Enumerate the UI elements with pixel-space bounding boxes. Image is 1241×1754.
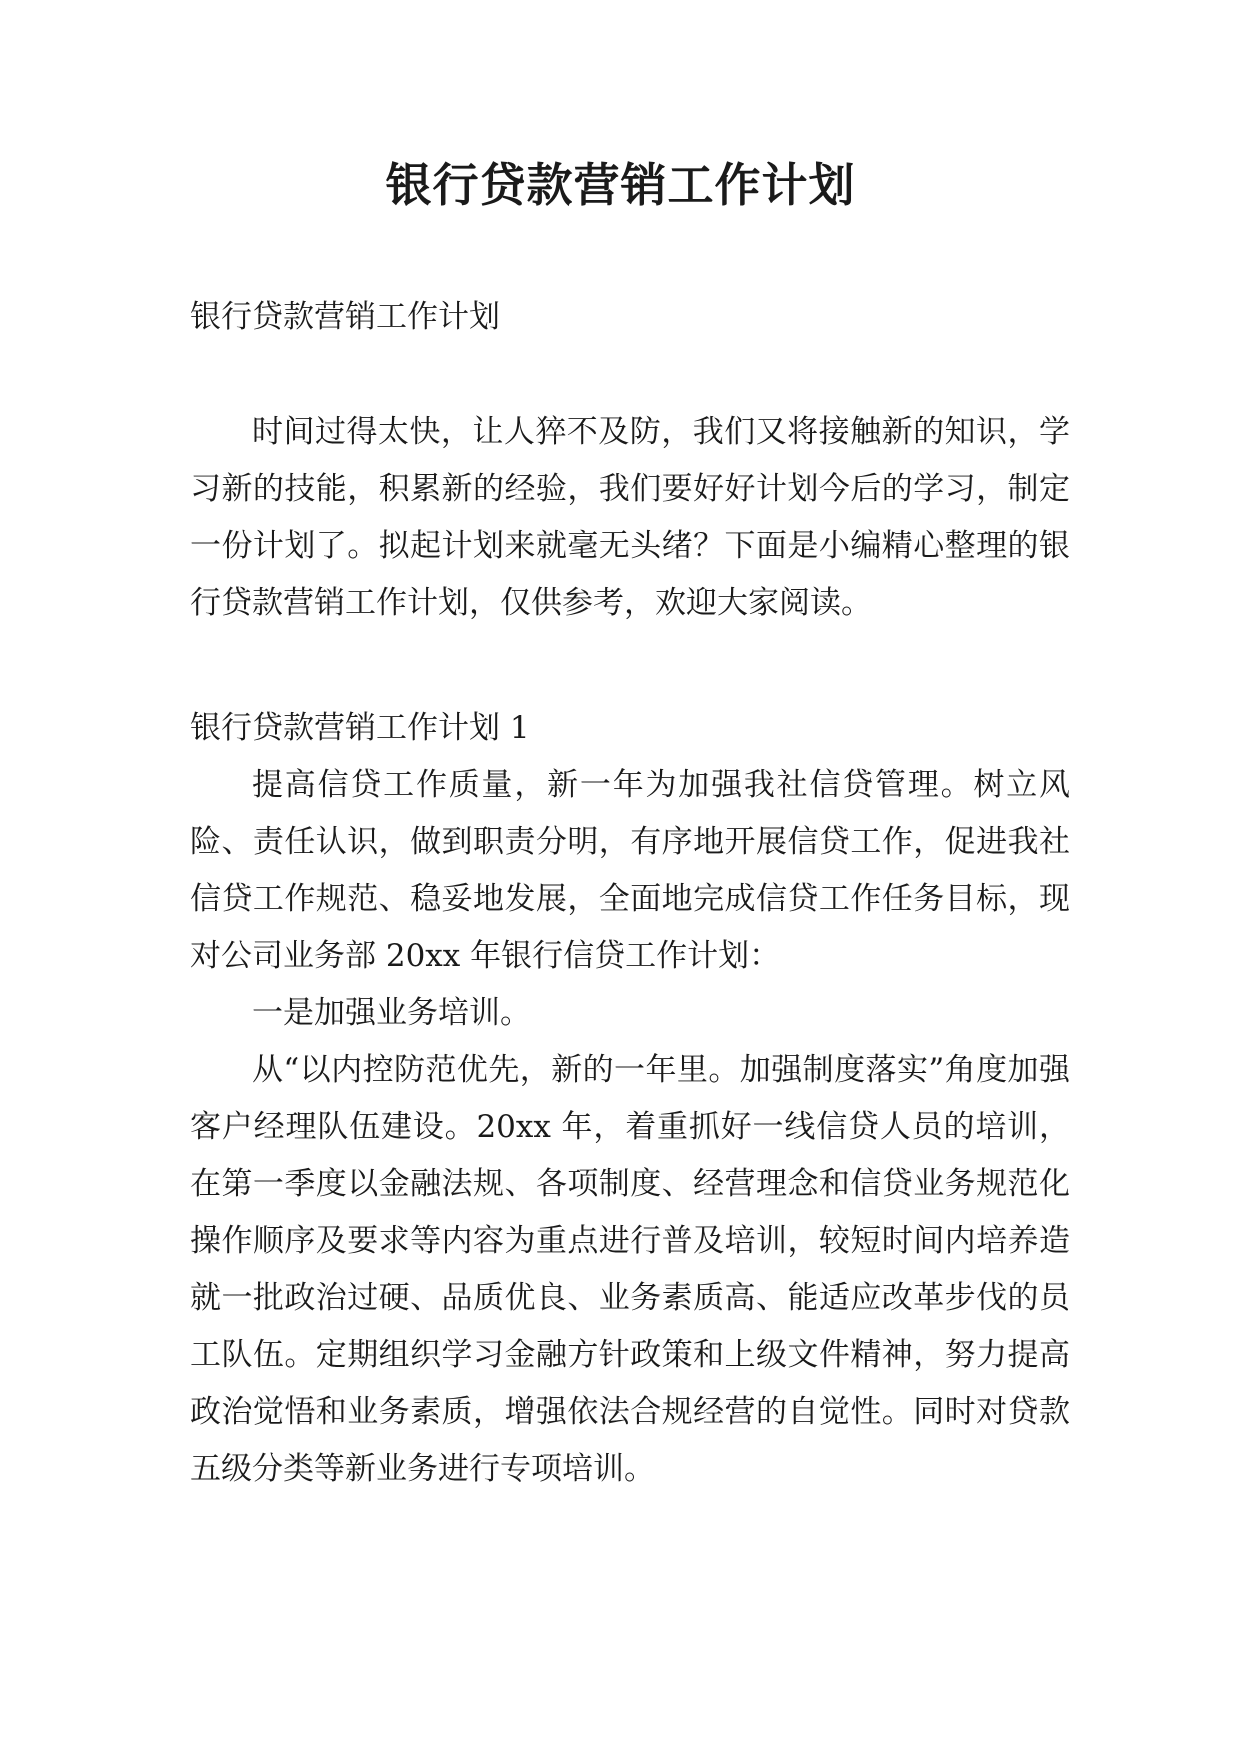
section-paragraph: 一是加强业务培训。 — [252, 995, 531, 1031]
document-subtitle: 银行贷款营销工作计划 — [190, 299, 500, 335]
section-paragraph: 从“以内控防范优先，新的一年里。加强制度落实”角度加强客户经理队伍建设。20xx 年，着重抓好一线信贷人员的培训，在第一季度以金融法规、各项制度、经营理念和信贷业务规范化操作顺序及要求等内容为重点进行普及培训，较短时间内培养造就一批政治过硬、品质优良、业务素质高、能适应改革步伐的员工队伍。定期组织学习金融方针政策和上级文件精神，努力提高政治觉悟和业务素质，增强依法合规经营的自觉性。同时对贷款五级分类等新业务进行专项培训。 — [190, 1052, 1070, 1487]
document-title: 银行贷款营销工作计划 — [385, 158, 856, 212]
section-heading: 银行贷款营销工作计划 1 — [190, 710, 530, 746]
section-paragraph: 提高信贷工作质量，新一年为加强我社信贷管理。树立风险、责任认识，做到职责分明，有序地开展信贷工作，促进我社信贷工作规范、稳妥地发展，全面地完成信贷工作任务目标，现对公司业务部 20xx 年银行信贷工作计划： — [190, 767, 1070, 974]
intro-paragraph: 时间过得太快，让人猝不及防，我们又将接触新的知识，学习新的技能，积累新的经验，我们要好好计划今后的学习，制定一份计划了。拟起计划来就毫无头绪？下面是小编精心整理的银行贷款营销工作计划，仅供参考，欢迎大家阅读。 — [190, 414, 1070, 621]
section-body — [190, 757, 1070, 1498]
